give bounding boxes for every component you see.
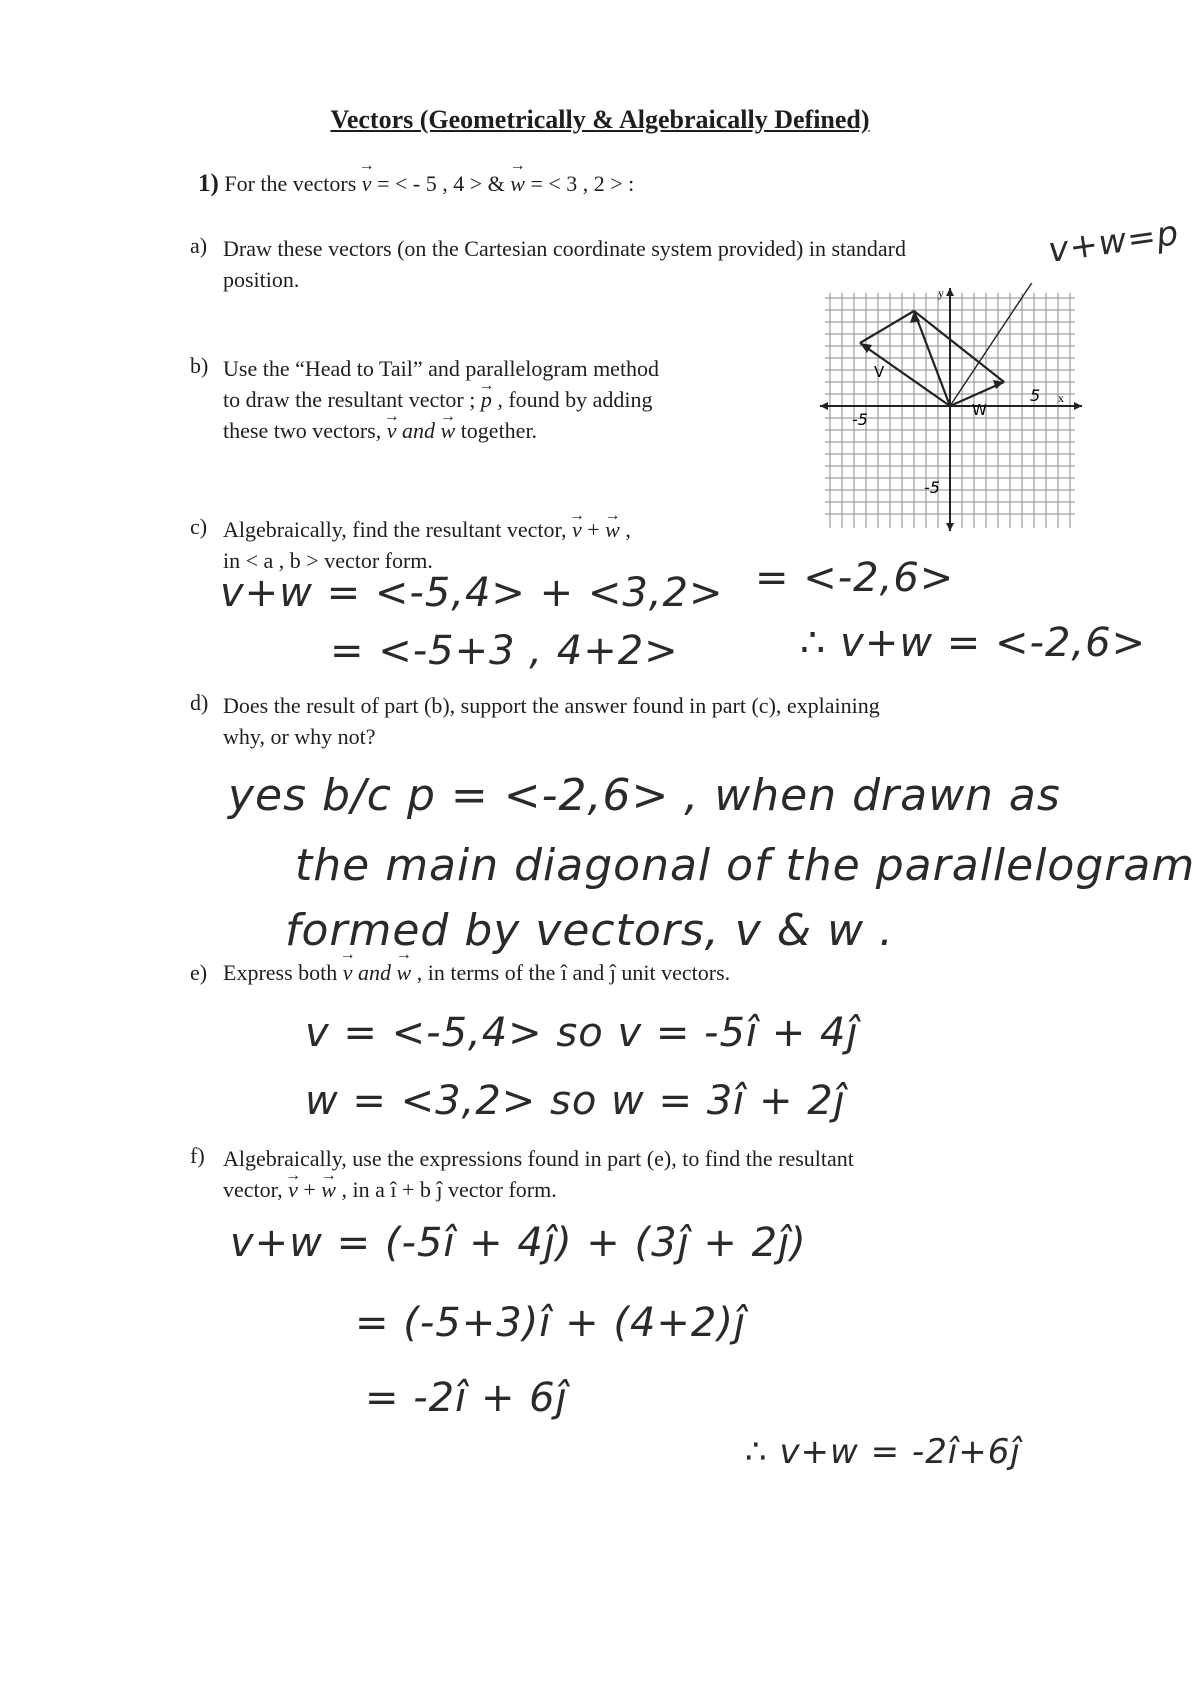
axis-y-label: y: [938, 286, 944, 300]
part-c-label: c): [190, 514, 208, 539]
part-c-line-1: [223, 514, 843, 545]
vector-lines: [860, 283, 1035, 406]
part-c-hw-right-1: = <-2,6>: [755, 555, 955, 601]
part-d-label: d): [190, 690, 209, 715]
part-d-hw-line-3: formed by vectors, v & w .: [285, 905, 895, 956]
plus-sign: +: [587, 517, 600, 542]
part-c-line-2: in < a , b > vector form.: [223, 548, 433, 573]
vector-v-symbol: → v: [343, 960, 353, 986]
vector-w-label: W: [972, 401, 987, 419]
y-axis-arrow-icon: [946, 288, 954, 296]
part-c-hw-right-2: ∴ v+w = <-2,6>: [800, 620, 1147, 666]
vector-v-symbol: → v: [572, 514, 582, 545]
graph-svg: [820, 283, 1090, 533]
vector-w-symbol: → w: [510, 171, 525, 197]
vector-v-symbol: → v: [288, 1174, 298, 1205]
part-d-hw-line-1: yes b/c p = <-2,6> , when drawn as: [228, 770, 1061, 821]
part-b-text: [223, 353, 793, 446]
vector-w-symbol: → w: [441, 415, 456, 446]
part-b-line-3-post: together.: [460, 418, 538, 443]
part-b-line-3-pre: these two vectors,: [223, 418, 382, 443]
part-c-hw-line-1: v+w = <-5,4> + <3,2>: [220, 570, 724, 616]
x-axis-arrow-left-icon: [820, 402, 828, 410]
cartesian-graph: [820, 283, 1090, 538]
axis-x-label: x: [1058, 391, 1064, 405]
vector-w-value: = < 3 , 2 > :: [530, 171, 635, 196]
vector-w-symbol: → w: [321, 1174, 336, 1205]
tick-y-neg-label: -5: [924, 478, 940, 497]
part-d-text: [223, 690, 1043, 752]
part-a-handwritten-note: v+w=p: [1045, 213, 1182, 271]
and-text: and: [402, 418, 435, 443]
part-e-pre: Express both: [223, 960, 338, 985]
y-axis-arrow-down-icon: [946, 523, 954, 531]
part-a-line-2: position.: [223, 267, 300, 292]
part-e-hw-line-1: v = <-5,4> so v = -5î + 4ĵ: [305, 1010, 859, 1056]
part-f-hw-line-2: = (-5+3)î + (4+2)ĵ: [355, 1300, 747, 1346]
vector-p-symbol: → p: [481, 384, 492, 415]
part-f-hw-conclusion: ∴ v+w = -2î+6ĵ: [745, 1432, 1021, 1472]
plus-sign: +: [303, 1177, 316, 1202]
part-f-label: f): [190, 1143, 205, 1168]
part-f-line-1: Algebraically, use the expressions found in part (e), to find the resultant: [223, 1146, 854, 1171]
part-e-text: [223, 960, 730, 986]
and-text: and: [358, 960, 392, 985]
part-b-line-2-pre: to draw the resultant vector ;: [223, 387, 476, 412]
part-d-hw-line-2: the main diagonal of the parallelogram: [295, 840, 1196, 891]
part-f-line-2-pre: vector,: [223, 1177, 283, 1202]
part-c-line-1-pre: Algebraically, find the resultant vector,: [223, 517, 567, 542]
question-number: 1): [198, 170, 219, 197]
part-d-line-1: Does the result of part (b), support the answer found in part (c), explaining: [223, 693, 880, 718]
part-f-hw-line-1: v+w = (-5î + 4ĵ) + (3ĵ + 2ĵ): [230, 1220, 807, 1266]
part-b-line-2: [223, 384, 793, 415]
vector-w-symbol: → w: [605, 514, 620, 545]
parallelogram-top-line: [860, 311, 914, 343]
vector-v-symbol: → v: [362, 171, 372, 197]
vector-v-value: = < - 5 , 4 >: [377, 171, 483, 196]
part-e-hw-line-2: w = <3,2> so w = 3î + 2ĵ: [305, 1078, 846, 1124]
ampersand: &: [487, 171, 505, 196]
vector-v-label: V: [874, 363, 885, 381]
part-f-text: [223, 1143, 1043, 1205]
part-c-hw-line-2: = <-5+3 , 4+2>: [330, 628, 679, 674]
part-b-line-1: Use the “Head to Tail” and parallelogram method: [223, 356, 660, 381]
part-c-text: [223, 514, 843, 576]
vector-v-arrowhead-icon: [860, 343, 872, 353]
comma: ,: [625, 517, 631, 542]
intro-text: For the vectors: [224, 171, 357, 196]
part-e-post: , in terms of the î and ĵ unit vectors.: [416, 960, 731, 985]
x-axis-arrow-icon: [1074, 402, 1082, 410]
part-b-line-2-post: , found by adding: [497, 387, 653, 412]
page-title: Vectors (Geometrically & Algebraically Defined): [330, 105, 870, 134]
part-a-line-1: Draw these vectors (on the Cartesian coordinate system provided) in standard: [223, 236, 907, 261]
question-1-intro: [198, 170, 634, 198]
part-f-hw-line-3: = -2î + 6ĵ: [365, 1375, 568, 1421]
vector-w-symbol: → w: [397, 960, 412, 986]
part-f-line-2-post: , in a î + b ĵ vector form.: [341, 1177, 557, 1202]
part-b-line-3: [223, 415, 793, 446]
part-f-line-2: [223, 1174, 1043, 1205]
vector-v-symbol: → v: [387, 415, 397, 446]
tick-x-pos-label: 5: [1030, 386, 1041, 405]
tick-x-neg-label: -5: [852, 410, 868, 429]
part-b-label: b): [190, 353, 209, 378]
part-d-line-2: why, or why not?: [223, 724, 376, 749]
part-a-label: a): [190, 233, 208, 258]
part-e-label: e): [190, 960, 208, 985]
